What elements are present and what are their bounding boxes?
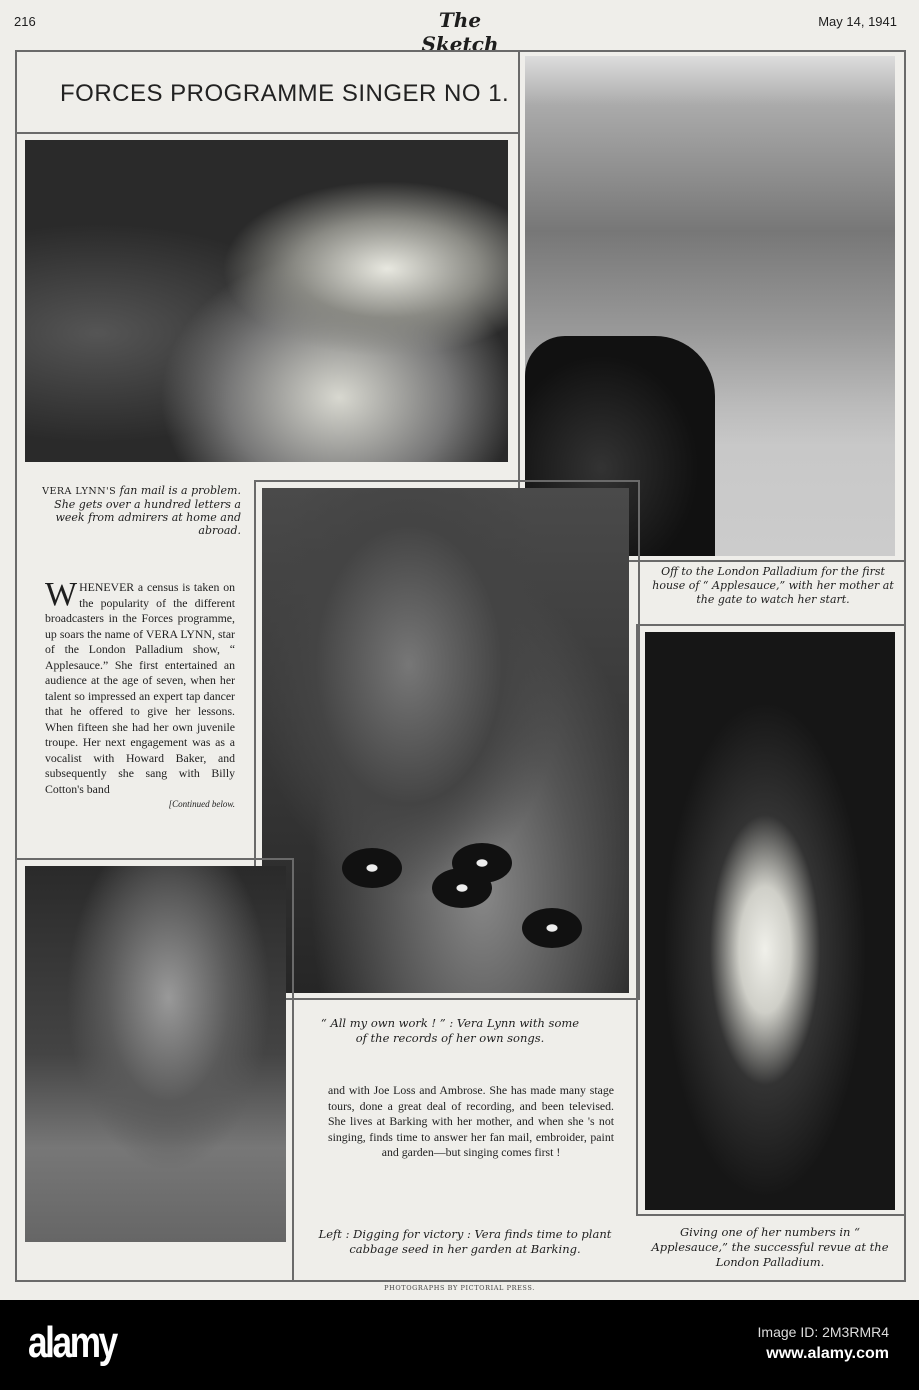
caption-lead: VERA LYNN'S	[42, 486, 117, 497]
caption-fan-mail	[36, 484, 241, 537]
caption-digging: Left : Digging for victory : Vera finds time to plant cabbage seed in her garden at Barking.	[318, 1227, 612, 1256]
photo-credit: PHOTOGRAPHS BY PICTORIAL PRESS.	[384, 1284, 535, 1292]
page-number: 216	[14, 14, 36, 29]
alamy-logo: alamy	[28, 1318, 116, 1367]
image-id: Image ID: 2M3RMR4	[757, 1324, 889, 1340]
continued-note: [Continued below.	[168, 799, 235, 809]
issue-date: May 14, 1941	[818, 14, 897, 29]
caption-records: “ All my own work ! ” : Vera Lynn with some of the records of her own songs.	[320, 1016, 580, 1045]
record	[522, 908, 582, 948]
photo-singing	[645, 632, 895, 1210]
article-text: HENEVER a census is taken on the popularity of the different broadcasters in the Forces programme, up soars the name of VERA LYNN, star of the London Palladium show, “ Applesauce.” She first entertained an audience at the age of seven, when her talent so impressed an expert tap dancer that he offered to give her lessons. When fifteen she had her own juvenile troupe. Her next engagement was as a vocalist with Howard Baker, and subsequently she sang with Billy Cotton's band	[45, 580, 235, 796]
article-part-1	[45, 576, 235, 813]
photo-fan-mail	[25, 140, 508, 462]
article-part-2: and with Joe Loss and Ambrose. She has made many stage tours, done a great deal of recording, and been televised. She lives at Barking with her mother, and when she 's not singing, finds time to answer her fan mail, embroider, paint and garden—but singing comes first !	[328, 1083, 614, 1159]
photo-records	[262, 488, 629, 993]
record	[342, 848, 402, 888]
page-title: FORCES PROGRAMME SINGER NO 1.	[60, 80, 510, 107]
photo-garden	[25, 866, 286, 1242]
record	[452, 843, 512, 883]
alamy-url: www.alamy.com	[766, 1345, 889, 1362]
caption-singing: Giving one of her numbers in “ Applesauce,” the successful revue at the London Palladium.	[651, 1225, 889, 1269]
caption-palladium: Off to the London Palladium for the first house of “ Applesauce,” with her mother at the gate to watch her start.	[652, 565, 894, 606]
masthead-logo: The Sketch	[421, 8, 499, 56]
watermark-bar	[0, 1300, 919, 1390]
drop-cap: W	[45, 576, 78, 613]
caption-text: fan mail is a problem. She gets over a hundred letters a week from admirers at home and abroad.	[54, 484, 241, 537]
